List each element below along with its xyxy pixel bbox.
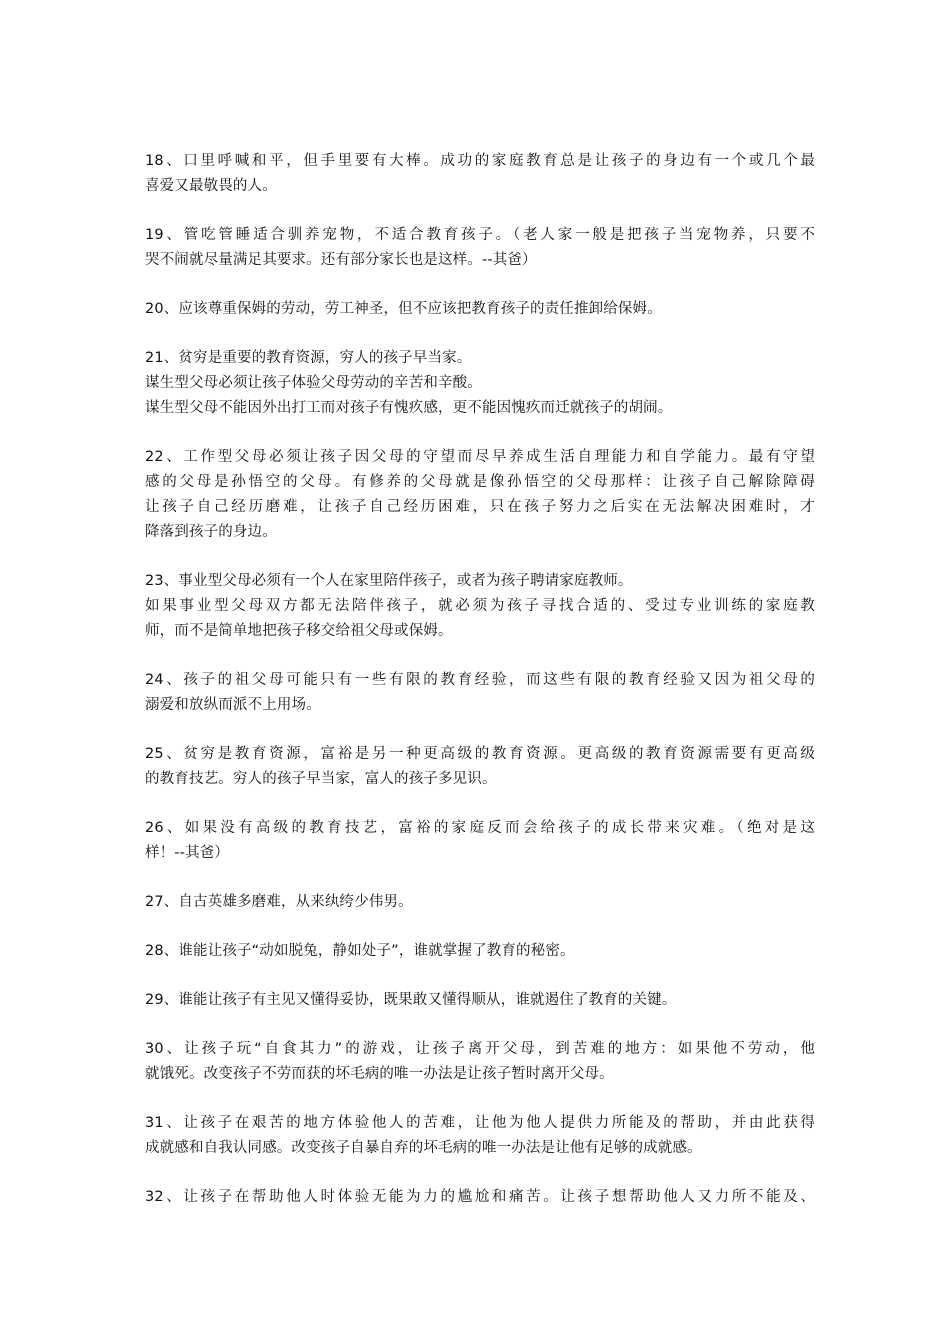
paragraph-29	[145, 988, 815, 1013]
document-body	[145, 149, 815, 1234]
paragraph-18	[145, 149, 815, 199]
paragraph-line: 20、应该尊重保姆的劳动，劳工神圣，但不应该把教育孩子的责任推卸给保姆。	[145, 301, 662, 317]
paragraph-31	[145, 1111, 815, 1161]
paragraph-22	[145, 445, 815, 545]
paragraph-line: 22、工作型父母必须让孩子因父母的守望而尽早养成生活自理能力和自学能力。最有守望	[145, 449, 815, 465]
paragraph-21	[145, 346, 815, 421]
paragraph-27	[145, 890, 815, 915]
paragraph-line: 32、让孩子在帮助他人时体验无能为力的尴尬和痛苦。让孩子想帮助他人又力所不能及、	[145, 1189, 815, 1205]
paragraph-32	[145, 1185, 815, 1210]
paragraph-25	[145, 742, 815, 792]
paragraph-line: 感的父母是孙悟空的父母。有修养的父母就是像孙悟空的父母那样：让孩子自己解除障碍	[145, 474, 815, 490]
paragraph-20	[145, 297, 815, 322]
paragraph-line: 喜爱又最敬畏的人。	[145, 178, 277, 194]
paragraph-line: 27、自古英雄多磨难，从来纨绔少伟男。	[145, 894, 413, 910]
paragraph-line: 让孩子自己经历磨难，让孩子自己经历困难，只在孩子努力之后实在无法解决困难时，才	[145, 499, 815, 515]
paragraph-line: 28、谁能让孩子“动如脱兔，静如处子”，谁就掌握了教育的秘密。	[145, 943, 575, 959]
paragraph-line: 样！--其爸）	[145, 845, 230, 861]
paragraph-line: 24、孩子的祖父母可能只有一些有限的教育经验，而这些有限的教育经验又因为祖父母的	[145, 672, 815, 688]
paragraph-line: 降落到孩子的身边。	[145, 524, 277, 540]
paragraph-line: 30、让孩子玩“自食其力”的游戏，让孩子离开父母，到苦难的地方：如果他不劳动，他	[145, 1041, 815, 1057]
paragraph-line: 溺爱和放纵而派不上用场。	[145, 697, 321, 713]
paragraph-28	[145, 939, 815, 964]
paragraph-line: 18、口里呼喊和平，但手里要有大棒。成功的家庭教育总是让孩子的身边有一个或几个最	[145, 153, 815, 169]
paragraph-30	[145, 1037, 815, 1087]
paragraph-line: 如果事业型父母双方都无法陪伴孩子，就必须为孩子寻找合适的、受过专业训练的家庭教	[145, 598, 815, 614]
paragraph-line: 师，而不是简单地把孩子移交给祖父母或保姆。	[145, 623, 453, 639]
paragraph-line: 哭不闹就尽量满足其要求。还有部分家长也是这样。--其爸）	[145, 252, 537, 268]
paragraph-24	[145, 668, 815, 718]
paragraph-line: 23、事业型父母必须有一个人在家里陪伴孩子，或者为孩子聘请家庭教师。	[145, 573, 633, 589]
paragraph-line: 成就感和自我认同感。改变孩子自暴自弃的坏毛病的唯一办法是让他有足够的成就感。	[145, 1140, 702, 1156]
paragraph-line: 26、如果没有高级的教育技艺，富裕的家庭反而会给孩子的成长带来灾难。（绝对是这	[145, 820, 815, 836]
paragraph-line: 谋生型父母必须让孩子体验父母劳动的辛苦和辛酸。	[145, 375, 482, 391]
paragraph-26	[145, 816, 815, 866]
paragraph-line: 29、谁能让孩子有主见又懂得妥协，既果敢又懂得顺从，谁就遏住了教育的关键。	[145, 992, 677, 1008]
paragraph-line: 19、管吃管睡适合驯养宠物，不适合教育孩子。（老人家一般是把孩子当宠物养，只要不	[145, 227, 815, 243]
paragraph-line: 31、让孩子在艰苦的地方体验他人的苦难，让他为他人提供力所能及的帮助，并由此获得	[145, 1115, 815, 1131]
paragraph-line: 的教育技艺。穷人的孩子早当家，富人的孩子多见识。	[145, 771, 497, 787]
paragraph-line: 谋生型父母不能因外出打工而对孩子有愧疚感，更不能因愧疚而迁就孩子的胡闹。	[145, 400, 673, 416]
paragraph-19	[145, 223, 815, 273]
paragraph-line: 21、贫穷是重要的教育资源，穷人的孩子早当家。	[145, 350, 472, 366]
paragraph-line: 就饿死。改变孩子不劳而获的坏毛病的唯一办法是让孩子暂时离开父母。	[145, 1066, 614, 1082]
paragraph-23	[145, 569, 815, 644]
paragraph-line: 25、贫穷是教育资源，富裕是另一种更高级的教育资源。更高级的教育资源需要有更高级	[145, 746, 815, 762]
